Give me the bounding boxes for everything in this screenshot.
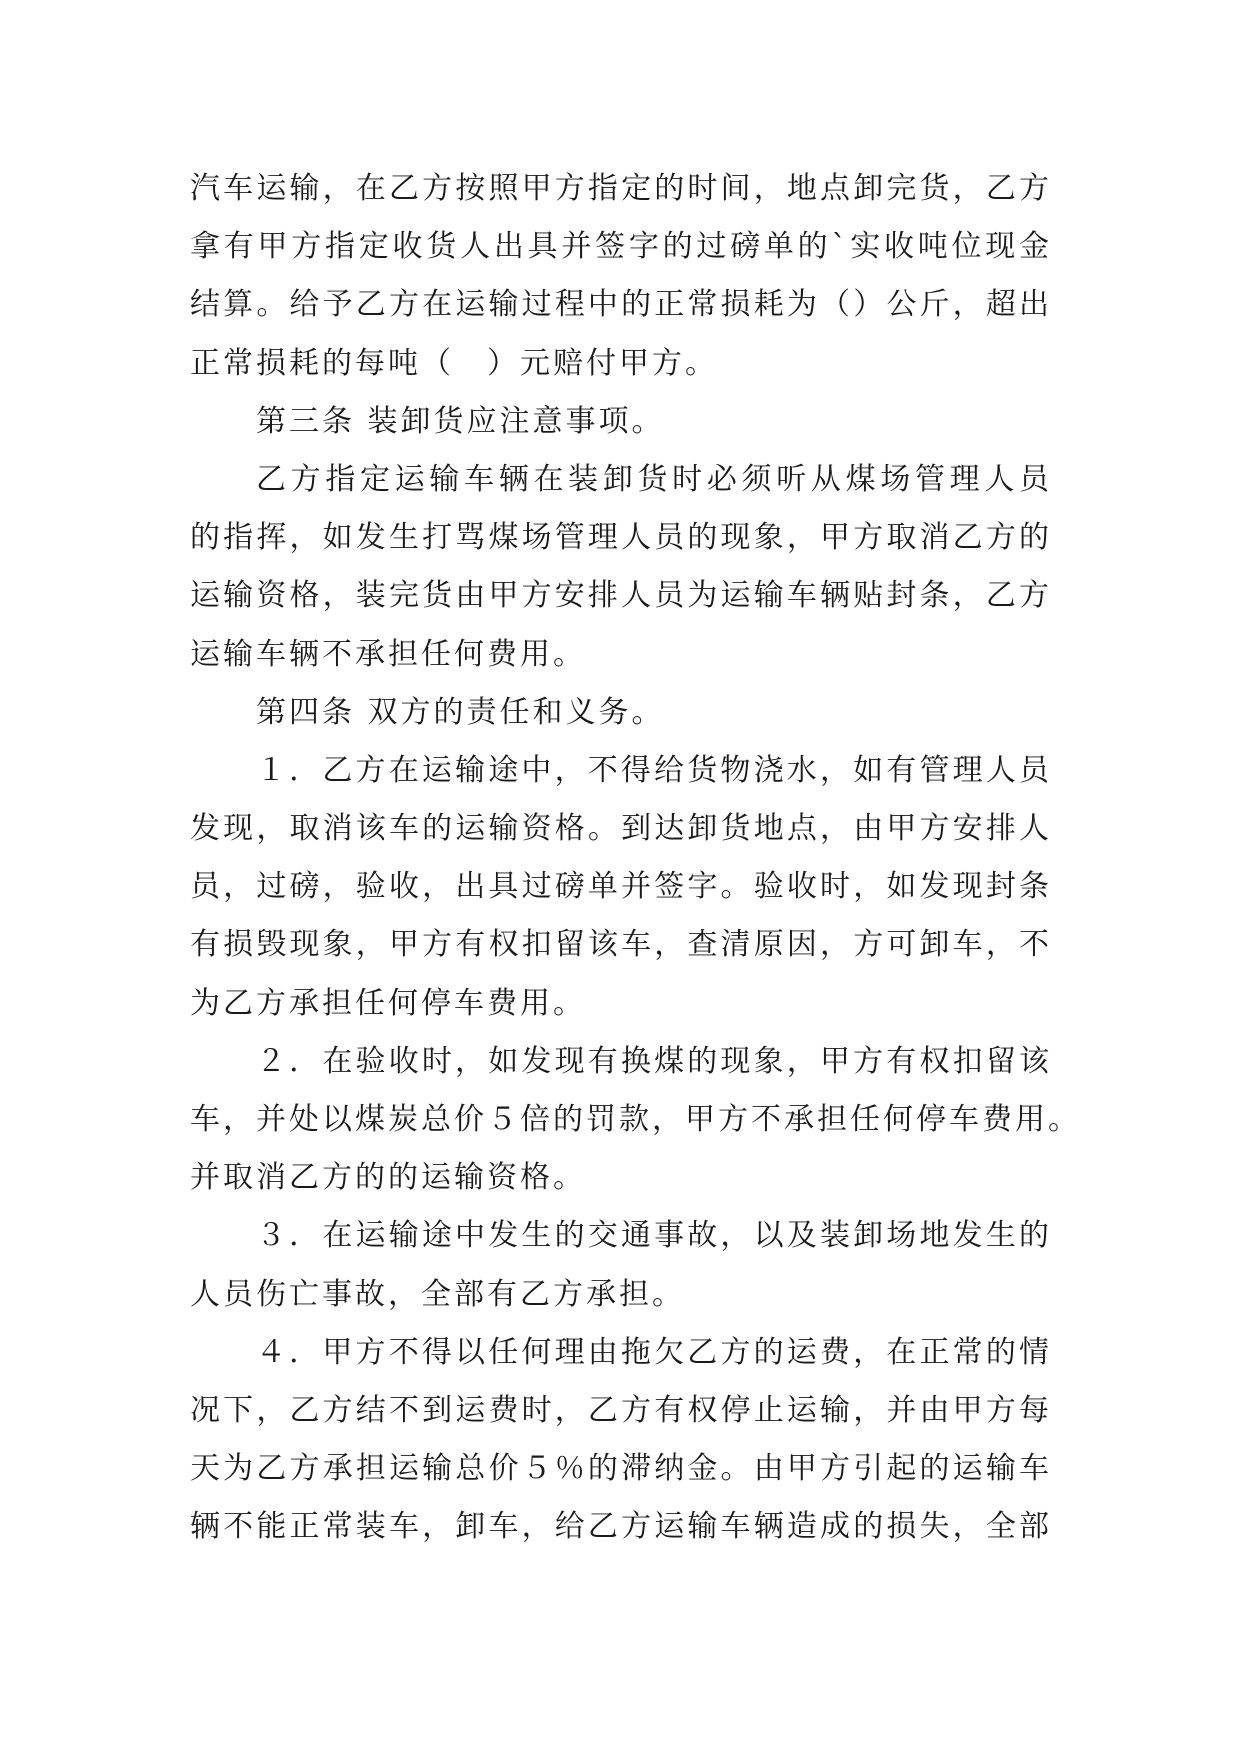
document-line: 为乙方承担任何停车费用。 <box>190 985 586 1021</box>
document-line: 发现，取消该车的运输资格。到达卸货地点，由甲方安排人 <box>190 811 1052 847</box>
document-line: 有损毁现象，甲方有权扣留该车，查清原因，方可卸车，不 <box>190 927 1052 963</box>
document-line: 正常损耗的每吨（ ）元赔付甲方。 <box>190 345 718 381</box>
document-line: 运输车辆不承担任何费用。 <box>190 636 586 672</box>
document-line: 运输资格，装完货由甲方安排人员为运输车辆贴封条，乙方 <box>190 578 1052 614</box>
document-line: 结算。给予乙方在运输过程中的正常损耗为（）公斤，超出 <box>190 287 1052 323</box>
document-line: ３．在运输途中发生的交通事故，以及装卸场地发生的 <box>256 1218 1052 1254</box>
document-line: 第四条 双方的责任和义务。 <box>256 694 665 730</box>
document-line: 员，过磅，验收，出具过磅单并签字。验收时，如发现封条 <box>190 869 1052 905</box>
document-line: 乙方指定运输车辆在装卸货时必须听从煤场管理人员 <box>256 461 1052 497</box>
document-line: 车，并处以煤炭总价５倍的罚款，甲方不承担任何停车费用。 <box>190 1102 1081 1137</box>
document-line: 况下，乙方结不到运费时，乙方有权停止运输，并由甲方每 <box>190 1392 1052 1428</box>
document-line: 的指挥，如发生打骂煤场管理人员的现象，甲方取消乙方的 <box>190 520 1052 556</box>
document-line: １．乙方在运输途中，不得给货物浇水，如有管理人员 <box>256 752 1052 788</box>
document-line: ２．在验收时，如发现有换煤的现象，甲方有权扣留该 <box>256 1043 1052 1079</box>
document-line: 拿有甲方指定收货人出具并签字的过磅单的`实收吨位现金 <box>190 229 1052 265</box>
document-body <box>190 160 1081 1557</box>
document-line: 并取消乙方的的运输资格。 <box>190 1160 586 1196</box>
document-line: 天为乙方承担运输总价５％的滞纳金。由甲方引起的运输车 <box>190 1451 1052 1487</box>
document-line: 人员伤亡事故，全部有乙方承担。 <box>190 1276 685 1312</box>
document-line: 第三条 装卸货应注意事项。 <box>256 403 665 439</box>
document-line: 辆不能正常装车，卸车，给乙方运输车辆造成的损失，全部 <box>190 1509 1052 1545</box>
document-line: 汽车运输，在乙方按照甲方指定的时间，地点卸完货，乙方 <box>190 171 1052 206</box>
document-line: ４．甲方不得以任何理由拖欠乙方的运费，在正常的情 <box>256 1334 1052 1370</box>
